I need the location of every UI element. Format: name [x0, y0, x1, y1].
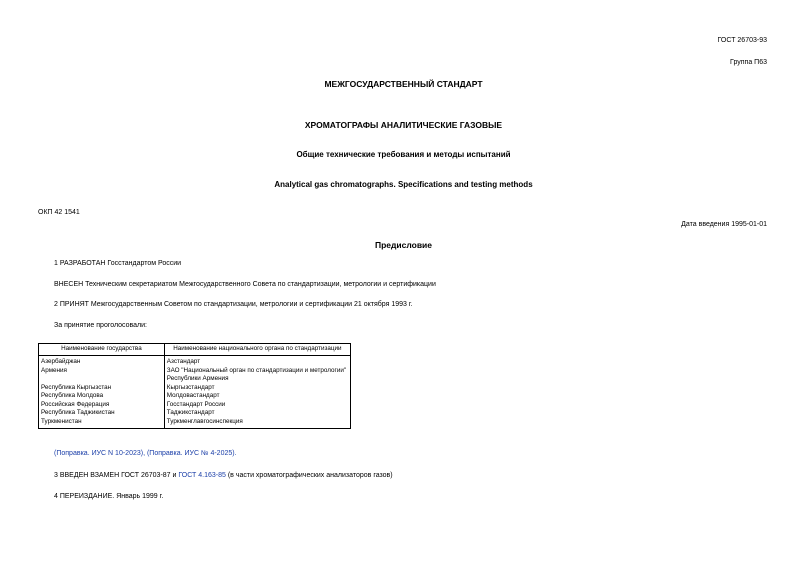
table-row	[39, 356, 351, 367]
table-cell-body: ЗАО "Национальный орган по стандартизации и метрологии" Республики Армения	[166, 366, 347, 382]
table-cell-body: Азстандарт	[166, 358, 201, 365]
foreword-item-submitted: ВНЕСЕН Техническим секретариатом Межгосударственного Совета по стандартизации, метрологии и сертификации	[54, 281, 436, 288]
gost-4-163-85-link[interactable]: ГОСТ 4.163-85	[178, 472, 226, 479]
table-cell-state: Азербайджан	[39, 356, 165, 367]
document-title-en: Analytical gas chromatographs. Specifications and testing methods	[274, 180, 533, 189]
table-row	[39, 392, 351, 401]
group-code: Группа П63	[730, 59, 767, 66]
table-cell-state: Российская Федерация	[39, 401, 165, 410]
amendment-open: (	[54, 450, 57, 457]
table-cell-body: Туркменглавгосинспекция	[166, 417, 243, 425]
replaced-text-before: 3 ВВЕДЕН ВЗАМЕН ГОСТ 26703-87 и	[54, 472, 179, 479]
document-title: ХРОМАТОГРАФЫ АНАЛИТИЧЕСКИЕ ГАЗОВЫЕ	[304, 120, 503, 130]
foreword-item-voted: За принятие проголосовали:	[54, 322, 147, 329]
table-row	[39, 401, 351, 410]
table-cell-state: Республика Таджикистан	[39, 409, 165, 418]
amendment-link-1[interactable]: Поправка	[56, 450, 88, 457]
foreword-item-adopted: 2 ПРИНЯТ Межгосударственным Советом по стандартизации, метрологии и сертификации 21 октября 1993 г.	[54, 301, 413, 308]
foreword-item-reissue: 4 ПЕРЕИЗДАНИЕ. Январь 1999 г.	[54, 493, 164, 500]
table-cell-body: Таджикстандарт	[166, 409, 215, 416]
table-header-state: Наименование государства	[39, 344, 165, 356]
document-code: ГОСТ 26703-93	[717, 37, 767, 44]
okp-code: ОКП 42 1541	[38, 209, 80, 216]
table-cell-state: Республика Молдова	[39, 392, 165, 401]
table-row	[39, 367, 351, 384]
replaced-text-after: (в части хроматографических анализаторов газов)	[225, 472, 393, 479]
table-cell-body: Молдовастандарт	[166, 392, 220, 399]
table-cell-body: Кыргызстандарт	[166, 383, 215, 391]
table-cell-state: Республика Кыргызстан	[39, 384, 165, 393]
amendment-text-2: . ИУС № 4-2025).	[180, 450, 237, 457]
table-cell-state: Туркменистан	[39, 418, 165, 429]
amendment-link-2[interactable]: Поправка	[149, 450, 181, 457]
amendment-text-1: . ИУС N 10-2023), (	[87, 450, 150, 457]
document-subtitle: Общие технические требования и методы испытаний	[296, 150, 511, 159]
amendment-line	[54, 450, 237, 457]
voting-states-table	[38, 343, 351, 429]
foreword-item-replaced	[54, 472, 393, 479]
table-header-body: Наименование национального органа по стандартизации	[164, 344, 350, 356]
foreword-item-developed: 1 РАЗРАБОТАН Госстандартом России	[54, 260, 182, 267]
standard-type: МЕЖГОСУДАРСТВЕННЫЙ СТАНДАРТ	[324, 79, 483, 89]
table-header-row	[39, 344, 351, 356]
intro-date: Дата введения 1995-01-01	[681, 221, 767, 228]
table-cell-state: Армения	[39, 367, 165, 384]
table-row	[39, 418, 351, 429]
table-row	[39, 384, 351, 393]
table-row	[39, 409, 351, 418]
table-cell-body: Госстандарт России	[166, 400, 226, 408]
foreword-heading: Предисловие	[374, 240, 433, 250]
